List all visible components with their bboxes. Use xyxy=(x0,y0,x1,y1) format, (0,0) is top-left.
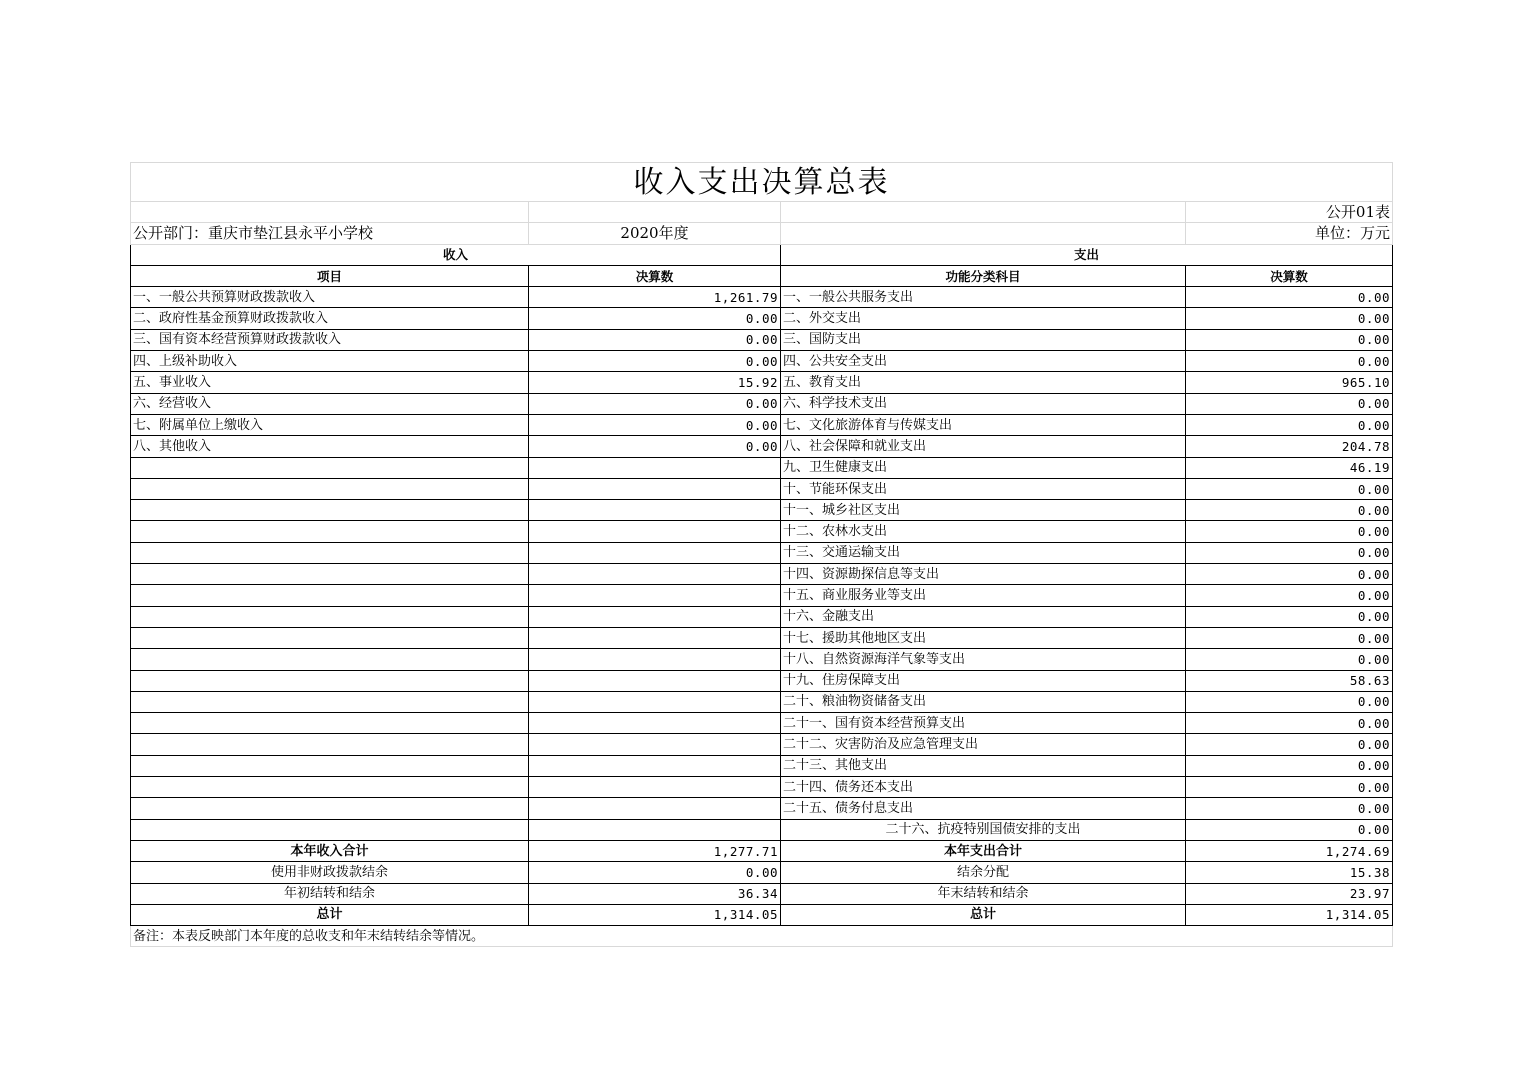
expense-item: 五、教育支出 xyxy=(781,372,1186,393)
income-amount xyxy=(529,798,781,819)
table-row xyxy=(131,819,1393,840)
table-row xyxy=(131,521,1393,542)
income-item xyxy=(131,734,529,755)
table-row xyxy=(131,691,1393,712)
unit-label: 单位：万元 xyxy=(1186,223,1393,244)
income-item xyxy=(131,457,529,478)
expense-item: 二十、粮油物资储备支出 xyxy=(781,691,1186,712)
table-row xyxy=(131,329,1393,350)
income-item xyxy=(131,755,529,776)
expense-item: 二十一、国有资本经营预算支出 xyxy=(781,713,1186,734)
income-amount: 0.00 xyxy=(529,414,781,435)
income-item xyxy=(131,542,529,563)
expense-amount: 0.00 xyxy=(1186,287,1393,308)
expense-item: 十二、农林水支出 xyxy=(781,521,1186,542)
expense-amount: 0.00 xyxy=(1186,691,1393,712)
report-title: 收入支出决算总表 xyxy=(131,163,1393,202)
income-item xyxy=(131,564,529,585)
income-item xyxy=(131,798,529,819)
expense-amount: 0.00 xyxy=(1186,308,1393,329)
table-row xyxy=(131,649,1393,670)
table-row xyxy=(131,436,1393,457)
income-amount xyxy=(529,670,781,691)
expense-amount: 0.00 xyxy=(1186,351,1393,372)
expense-amount: 0.00 xyxy=(1186,414,1393,435)
table-row xyxy=(131,798,1393,819)
report-sheet xyxy=(130,162,1392,947)
income-item xyxy=(131,777,529,798)
income-amount: 1,261.79 xyxy=(529,287,781,308)
expense-item: 二十四、债务还本支出 xyxy=(781,777,1186,798)
table-row xyxy=(131,542,1393,563)
table-row xyxy=(131,755,1393,776)
income-amount xyxy=(529,500,781,521)
expense-item: 四、公共安全支出 xyxy=(781,351,1186,372)
income-item xyxy=(131,606,529,627)
expense-amount: 0.00 xyxy=(1186,713,1393,734)
table-row xyxy=(131,734,1393,755)
summary-income-amount: 0.00 xyxy=(529,862,781,883)
table-row xyxy=(131,414,1393,435)
summary-row xyxy=(131,840,1393,861)
table-summary xyxy=(131,840,1393,925)
summary-expense-amount: 15.38 xyxy=(1186,862,1393,883)
expense-item: 七、文化旅游体育与传媒支出 xyxy=(781,414,1186,435)
expense-amount: 0.00 xyxy=(1186,329,1393,350)
summary-income-amount: 36.34 xyxy=(529,883,781,904)
expense-amount: 0.00 xyxy=(1186,521,1393,542)
expense-amount: 0.00 xyxy=(1186,627,1393,648)
income-amount xyxy=(529,457,781,478)
income-amount xyxy=(529,521,781,542)
income-item xyxy=(131,649,529,670)
summary-expense-amount: 23.97 xyxy=(1186,883,1393,904)
summary-income-amount: 1,314.05 xyxy=(529,904,781,925)
table-row xyxy=(131,500,1393,521)
expense-item: 十五、商业服务业等支出 xyxy=(781,585,1186,606)
income-amount: 0.00 xyxy=(529,393,781,414)
expense-item: 十七、援助其他地区支出 xyxy=(781,627,1186,648)
income-amount xyxy=(529,755,781,776)
summary-row xyxy=(131,883,1393,904)
income-item xyxy=(131,691,529,712)
fiscal-year: 2020年度 xyxy=(529,223,781,244)
expense-item: 八、社会保障和就业支出 xyxy=(781,436,1186,457)
expense-item: 二十六、抗疫特别国债安排的支出 xyxy=(781,819,1186,840)
expense-amount: 0.00 xyxy=(1186,500,1393,521)
income-amount xyxy=(529,713,781,734)
expense-item: 十一、城乡社区支出 xyxy=(781,500,1186,521)
income-item xyxy=(131,670,529,691)
income-item: 一、一般公共预算财政拨款收入 xyxy=(131,287,529,308)
expense-item: 十六、金融支出 xyxy=(781,606,1186,627)
income-item xyxy=(131,713,529,734)
summary-income-item: 使用非财政拨款结余 xyxy=(131,862,529,883)
income-amount xyxy=(529,606,781,627)
expense-amount: 0.00 xyxy=(1186,649,1393,670)
expense-item: 十、节能环保支出 xyxy=(781,478,1186,499)
income-item xyxy=(131,500,529,521)
income-item: 二、政府性基金预算财政拨款收入 xyxy=(131,308,529,329)
income-amount: 0.00 xyxy=(529,351,781,372)
expense-item: 十九、住房保障支出 xyxy=(781,670,1186,691)
income-item: 六、经营收入 xyxy=(131,393,529,414)
income-amount: 0.00 xyxy=(529,308,781,329)
income-amount xyxy=(529,777,781,798)
department-label: 公开部门：重庆市垫江县永平小学校 xyxy=(131,223,529,244)
expense-amount: 46.19 xyxy=(1186,457,1393,478)
income-item: 三、国有资本经营预算财政拨款收入 xyxy=(131,329,529,350)
expense-header: 支出 xyxy=(781,244,1393,265)
expense-amount: 0.00 xyxy=(1186,542,1393,563)
income-item: 八、其他收入 xyxy=(131,436,529,457)
expense-amount: 0.00 xyxy=(1186,585,1393,606)
summary-income-item: 年初结转和结余 xyxy=(131,883,529,904)
expense-amount: 0.00 xyxy=(1186,819,1393,840)
expense-item: 二、外交支出 xyxy=(781,308,1186,329)
summary-income-item: 本年收入合计 xyxy=(131,840,529,861)
income-amount xyxy=(529,691,781,712)
table-body xyxy=(131,287,1393,841)
summary-expense-amount: 1,314.05 xyxy=(1186,904,1393,925)
expense-item: 一、一般公共服务支出 xyxy=(781,287,1186,308)
expense-item: 二十二、灾害防治及应急管理支出 xyxy=(781,734,1186,755)
table-row xyxy=(131,372,1393,393)
summary-income-item: 总计 xyxy=(131,904,529,925)
table-row xyxy=(131,713,1393,734)
income-amount xyxy=(529,478,781,499)
expense-amount: 0.00 xyxy=(1186,777,1393,798)
summary-income-amount: 1,277.71 xyxy=(529,840,781,861)
col-item-header: 项目 xyxy=(131,265,529,286)
table-number: 公开01表 xyxy=(1186,202,1393,223)
expense-item: 十四、资源勘探信息等支出 xyxy=(781,564,1186,585)
table-row xyxy=(131,478,1393,499)
table-row xyxy=(131,564,1393,585)
expense-item: 十八、自然资源海洋气象等支出 xyxy=(781,649,1186,670)
expense-amount: 0.00 xyxy=(1186,478,1393,499)
table-row xyxy=(131,670,1393,691)
income-header: 收入 xyxy=(131,244,781,265)
expense-amount: 0.00 xyxy=(1186,798,1393,819)
table-row xyxy=(131,627,1393,648)
table-row xyxy=(131,457,1393,478)
table-row xyxy=(131,585,1393,606)
expense-amount: 58.63 xyxy=(1186,670,1393,691)
summary-row xyxy=(131,862,1393,883)
expense-amount: 0.00 xyxy=(1186,393,1393,414)
expense-item: 二十三、其他支出 xyxy=(781,755,1186,776)
footnote: 备注：本表反映部门本年度的总收支和年末结转结余等情况。 xyxy=(131,926,1393,947)
col-function-header: 功能分类科目 xyxy=(781,265,1186,286)
summary-row xyxy=(131,904,1393,925)
table-row xyxy=(131,308,1393,329)
income-amount xyxy=(529,734,781,755)
income-item: 四、上级补助收入 xyxy=(131,351,529,372)
table-row xyxy=(131,351,1393,372)
table-row xyxy=(131,287,1393,308)
summary-expense-item: 本年支出合计 xyxy=(781,840,1186,861)
summary-expense-item: 年末结转和结余 xyxy=(781,883,1186,904)
summary-expense-amount: 1,274.69 xyxy=(1186,840,1393,861)
income-amount: 15.92 xyxy=(529,372,781,393)
income-amount xyxy=(529,542,781,563)
expense-amount: 0.00 xyxy=(1186,564,1393,585)
income-amount xyxy=(529,564,781,585)
summary-expense-item: 总计 xyxy=(781,904,1186,925)
income-item: 五、事业收入 xyxy=(131,372,529,393)
income-amount xyxy=(529,649,781,670)
expense-amount: 965.10 xyxy=(1186,372,1393,393)
expense-item: 十三、交通运输支出 xyxy=(781,542,1186,563)
expense-amount: 0.00 xyxy=(1186,755,1393,776)
expense-item: 六、科学技术支出 xyxy=(781,393,1186,414)
income-amount: 0.00 xyxy=(529,329,781,350)
income-amount xyxy=(529,627,781,648)
expense-item: 三、国防支出 xyxy=(781,329,1186,350)
table-row xyxy=(131,606,1393,627)
expense-amount: 0.00 xyxy=(1186,606,1393,627)
income-amount xyxy=(529,819,781,840)
table-row xyxy=(131,777,1393,798)
expense-amount: 0.00 xyxy=(1186,734,1393,755)
table-row xyxy=(131,393,1393,414)
income-item xyxy=(131,627,529,648)
income-amount: 0.00 xyxy=(529,436,781,457)
income-item xyxy=(131,478,529,499)
summary-expense-item: 结余分配 xyxy=(781,862,1186,883)
report-table xyxy=(130,162,1393,947)
expense-amount: 204.78 xyxy=(1186,436,1393,457)
income-item xyxy=(131,585,529,606)
income-item xyxy=(131,521,529,542)
col-expense-amount-header: 决算数 xyxy=(1186,265,1393,286)
income-item: 七、附属单位上缴收入 xyxy=(131,414,529,435)
income-amount xyxy=(529,585,781,606)
income-item xyxy=(131,819,529,840)
expense-item: 九、卫生健康支出 xyxy=(781,457,1186,478)
col-income-amount-header: 决算数 xyxy=(529,265,781,286)
expense-item: 二十五、债务付息支出 xyxy=(781,798,1186,819)
